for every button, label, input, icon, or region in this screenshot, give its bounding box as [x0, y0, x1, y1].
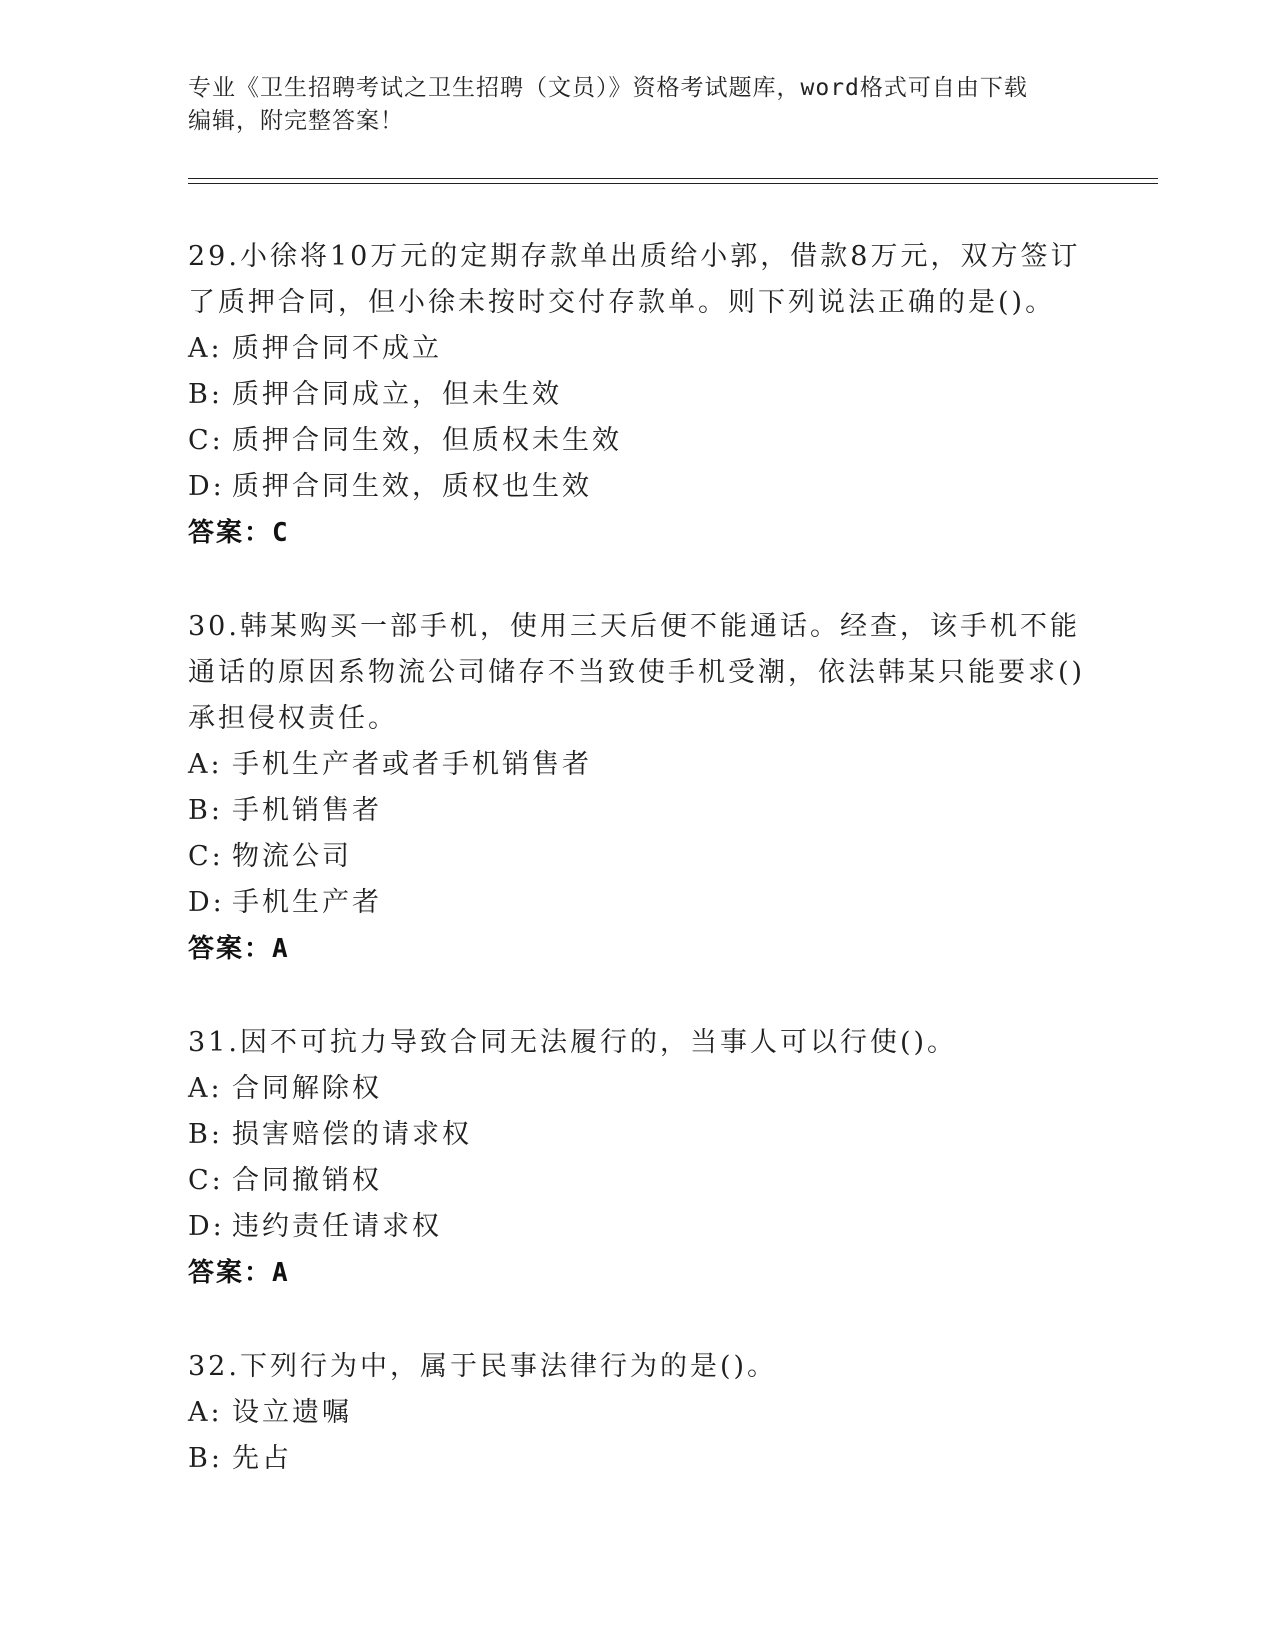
option-letter: B: [188, 795, 223, 826]
option-letter: A: [188, 749, 223, 780]
option-text: 先占 [232, 1443, 292, 1474]
question-31 [188, 1020, 1088, 1296]
answer-line: 答案：A [188, 1258, 290, 1288]
option-a [188, 1390, 1088, 1436]
option-letter: A: [188, 333, 223, 364]
option-text: 质押合同成立，但未生效 [232, 379, 562, 410]
option-c [188, 418, 1088, 464]
option-text: 质押合同生效，质权也生效 [232, 471, 592, 502]
header-line-2: 编辑，附完整答案！ [188, 108, 404, 134]
option-letter: D: [188, 471, 225, 502]
header-line-1: 专业《卫生招聘考试之卫生招聘（文员）》资格考试题库，word格式可自由下载 [188, 75, 1028, 101]
option-text: 物流公司 [232, 841, 352, 872]
option-text: 手机生产者 [232, 887, 382, 918]
option-letter: D: [188, 887, 225, 918]
option-text: 质押合同生效，但质权未生效 [232, 425, 622, 456]
option-letter: B: [188, 1119, 223, 1150]
option-letter: A: [188, 1073, 223, 1104]
question-29 [188, 234, 1088, 556]
option-letter: A: [188, 1397, 223, 1428]
question-text: 30.韩某购买一部手机，使用三天后便不能通话。经查，该手机不能通话的原因系物流公司储存不当致使手机受潮，依法韩某只能要求()承担侵权责任。 [188, 611, 1086, 734]
option-text: 质押合同不成立 [232, 333, 442, 364]
question-text: 31.因不可抗力导致合同无法履行的，当事人可以行使()。 [188, 1027, 958, 1058]
document-header [188, 72, 1088, 138]
option-a [188, 742, 1088, 788]
option-letter: C: [188, 841, 224, 872]
option-text: 手机生产者或者手机销售者 [232, 749, 592, 780]
option-text: 设立遗嘱 [232, 1397, 352, 1428]
option-a [188, 1066, 1088, 1112]
option-letter: B: [188, 379, 223, 410]
question-30 [188, 604, 1088, 972]
option-letter: D: [188, 1211, 225, 1242]
question-text: 29.小徐将10万元的定期存款单出质给小郭，借款8万元，双方签订了质押合同，但小徐未按时交付存款单。则下列说法正确的是()。 [188, 241, 1081, 318]
option-text: 违约责任请求权 [232, 1211, 442, 1242]
option-text: 损害赔偿的请求权 [232, 1119, 472, 1150]
option-letter: C: [188, 425, 224, 456]
option-text: 合同解除权 [232, 1073, 382, 1104]
option-b [188, 1436, 1088, 1482]
answer-line: 答案：A [188, 934, 290, 964]
option-text: 手机销售者 [232, 795, 382, 826]
question-text: 32.下列行为中，属于民事法律行为的是()。 [188, 1351, 778, 1382]
option-a [188, 326, 1088, 372]
option-b [188, 372, 1088, 418]
option-c [188, 1158, 1088, 1204]
option-d [188, 1204, 1088, 1250]
option-c [188, 834, 1088, 880]
option-text: 合同撤销权 [232, 1165, 382, 1196]
option-letter: C: [188, 1165, 224, 1196]
option-b [188, 1112, 1088, 1158]
header-rule-bottom [188, 183, 1158, 184]
option-d [188, 464, 1088, 510]
question-list [188, 234, 1088, 1530]
option-letter: B: [188, 1443, 223, 1474]
option-b [188, 788, 1088, 834]
option-d [188, 880, 1088, 926]
question-32 [188, 1344, 1088, 1482]
answer-line: 答案：C [188, 518, 290, 548]
header-rule-top [188, 178, 1158, 179]
